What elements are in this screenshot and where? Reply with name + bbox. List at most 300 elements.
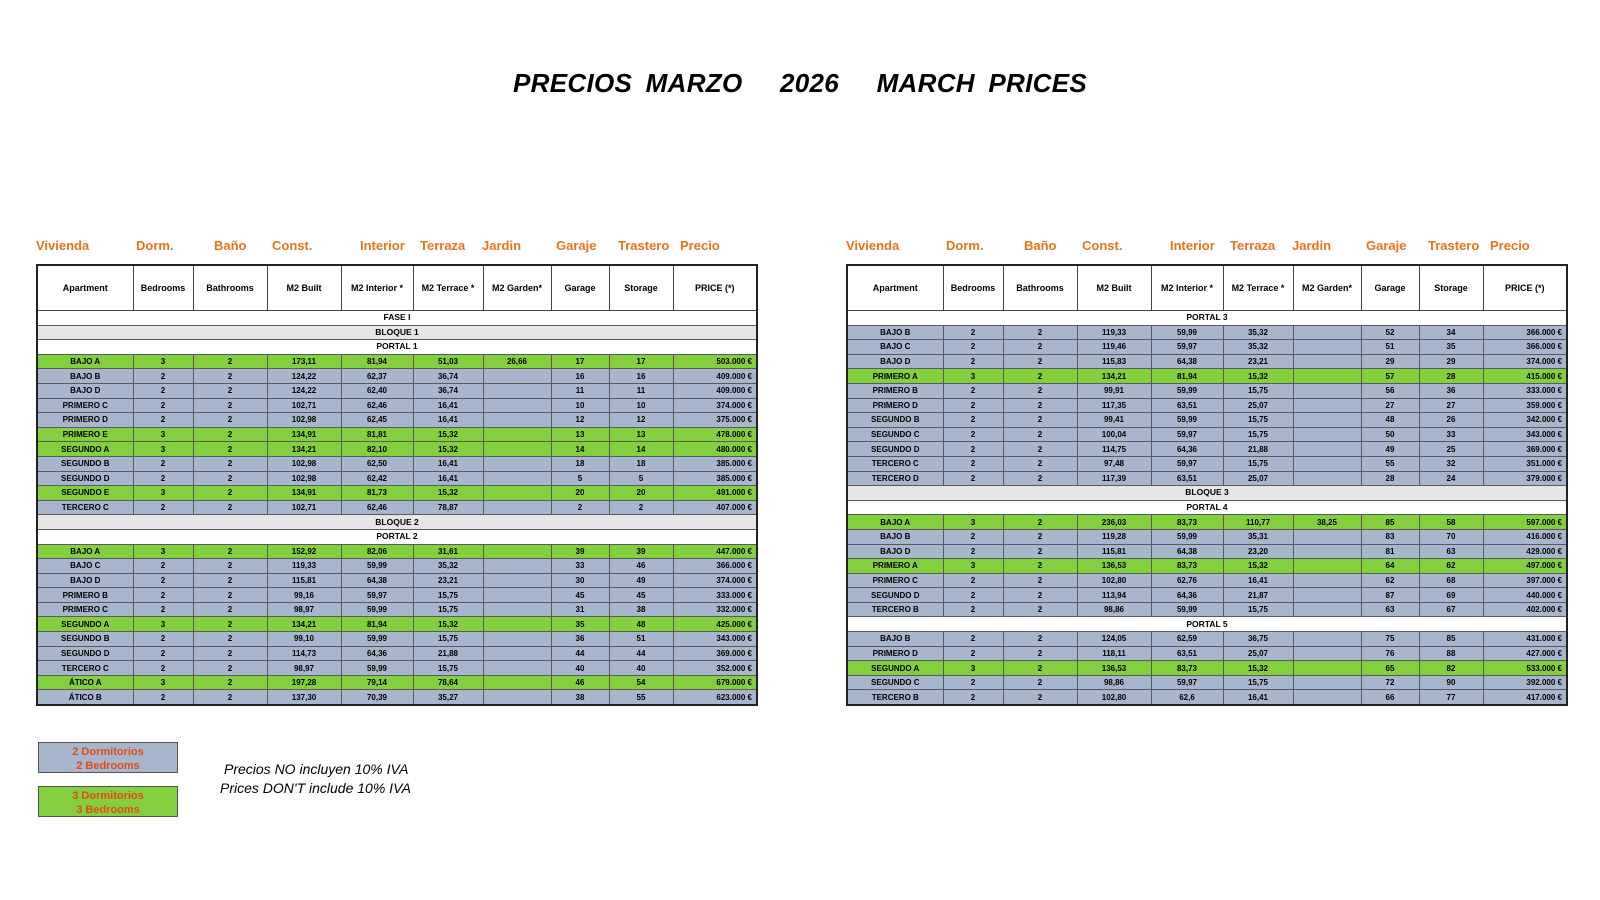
- table-cell: 124,22: [267, 383, 341, 398]
- table-cell: 2: [193, 675, 267, 690]
- table-cell: 2: [943, 442, 1003, 457]
- table-cell: 81,94: [341, 354, 413, 369]
- section-row: [847, 500, 1567, 515]
- table-cell: 15,75: [1223, 675, 1293, 690]
- table-row: [847, 471, 1567, 486]
- table-cell: [1293, 427, 1361, 442]
- table-cell: 415.000 €: [1483, 369, 1567, 384]
- table-cell: 2: [943, 544, 1003, 559]
- table-cell: 2: [133, 690, 193, 705]
- spanish-header: Interior: [1170, 238, 1215, 253]
- legend-three-bed-es: 3 Dormitorios: [72, 790, 144, 802]
- table-cell: 35: [1419, 340, 1483, 355]
- table-cell: 15,32: [413, 486, 483, 501]
- table-cell: 124,22: [267, 369, 341, 384]
- table-row: [37, 559, 757, 574]
- spanish-header: Jardin: [1292, 238, 1332, 253]
- table-cell: 2: [1003, 632, 1077, 647]
- table-cell: 63,51: [1151, 646, 1223, 661]
- section-label: BLOQUE 1: [37, 325, 757, 340]
- table-cell: 59,99: [1151, 529, 1223, 544]
- table-cell: 59,99: [341, 559, 413, 574]
- table-row: [37, 442, 757, 457]
- spanish-header: Interior: [360, 238, 405, 253]
- table-cell: 35,31: [1223, 529, 1293, 544]
- table-cell: 2: [1003, 340, 1077, 355]
- table-cell: 2: [1003, 471, 1077, 486]
- price-table-right: [846, 264, 1568, 706]
- table-cell: 2: [943, 675, 1003, 690]
- table-cell: [1293, 325, 1361, 340]
- table-cell: 2: [1003, 383, 1077, 398]
- table-cell: 2: [193, 427, 267, 442]
- table-row: [37, 398, 757, 413]
- section-label: FASE I: [37, 311, 757, 326]
- table-cell: BAJO B: [37, 369, 133, 384]
- table-cell: 40: [551, 661, 609, 676]
- table-cell: 2: [1003, 690, 1077, 705]
- table-cell: 497.000 €: [1483, 559, 1567, 574]
- table-row: [37, 690, 757, 705]
- table-cell: 59,99: [341, 661, 413, 676]
- table-cell: BAJO B: [847, 325, 943, 340]
- table-cell: BAJO A: [37, 354, 133, 369]
- table-cell: 2: [943, 602, 1003, 617]
- table-cell: 51,03: [413, 354, 483, 369]
- table-cell: 38: [551, 690, 609, 705]
- section-label: PORTAL 3: [847, 311, 1567, 326]
- table-cell: 48: [609, 617, 673, 632]
- table-cell: BAJO D: [847, 354, 943, 369]
- table-cell: 35,32: [413, 559, 483, 574]
- table-cell: 333.000 €: [673, 588, 757, 603]
- table-cell: 88: [1419, 646, 1483, 661]
- table-cell: 16,41: [1223, 690, 1293, 705]
- spanish-header: Dorm.: [946, 238, 984, 253]
- table-cell: 2: [133, 456, 193, 471]
- table-cell: 117,35: [1077, 398, 1151, 413]
- table-cell: 15,75: [413, 661, 483, 676]
- table-cell: 27: [1419, 398, 1483, 413]
- table-row: [37, 602, 757, 617]
- table-cell: [1293, 442, 1361, 457]
- table-cell: 2: [1003, 427, 1077, 442]
- table-cell: 62,59: [1151, 632, 1223, 647]
- table-cell: 343.000 €: [1483, 427, 1567, 442]
- table-cell: 81,94: [1151, 369, 1223, 384]
- table-cell: SEGUNDO C: [847, 675, 943, 690]
- table-cell: 99,10: [267, 632, 341, 647]
- table-cell: [1293, 675, 1361, 690]
- table-cell: 5: [609, 471, 673, 486]
- table-cell: 98,86: [1077, 602, 1151, 617]
- table-row: [37, 632, 757, 647]
- table-cell: 679.000 €: [673, 675, 757, 690]
- column-header: Storage: [1419, 265, 1483, 311]
- table-cell: 369.000 €: [673, 646, 757, 661]
- table-cell: 59,97: [1151, 340, 1223, 355]
- table-cell: 409.000 €: [673, 383, 757, 398]
- vat-note-spanish: Precios NO incluyen 10% IVA: [224, 761, 409, 777]
- table-cell: 134,21: [267, 442, 341, 457]
- table-cell: 134,21: [1077, 369, 1151, 384]
- legend-three-bedrooms: [38, 786, 178, 817]
- table-cell: BAJO B: [847, 632, 943, 647]
- table-cell: PRIMERO D: [37, 413, 133, 428]
- table-row: [847, 646, 1567, 661]
- table-cell: 58: [1419, 515, 1483, 530]
- table-row: [847, 602, 1567, 617]
- table-cell: TERCERO C: [37, 500, 133, 515]
- table-cell: 385.000 €: [673, 471, 757, 486]
- table-cell: TERCERO D: [847, 471, 943, 486]
- table-cell: 35,32: [1223, 325, 1293, 340]
- table-cell: 59,99: [1151, 325, 1223, 340]
- table-cell: 16,41: [413, 398, 483, 413]
- table-cell: 2: [943, 427, 1003, 442]
- table-cell: 102,80: [1077, 690, 1151, 705]
- table-cell: SEGUNDO A: [37, 617, 133, 632]
- table-cell: 110,77: [1223, 515, 1293, 530]
- table-cell: SEGUNDO C: [847, 427, 943, 442]
- column-header: Bedrooms: [133, 265, 193, 311]
- table-cell: 2: [943, 325, 1003, 340]
- table-cell: 52: [1361, 325, 1419, 340]
- table-cell: TERCERO C: [37, 661, 133, 676]
- table-cell: 2: [193, 486, 267, 501]
- table-cell: 15,75: [1223, 456, 1293, 471]
- table-row: [847, 325, 1567, 340]
- table-cell: 119,28: [1077, 529, 1151, 544]
- table-cell: [1293, 573, 1361, 588]
- table-cell: 124,05: [1077, 632, 1151, 647]
- spanish-header: Const.: [272, 238, 313, 253]
- table-cell: 90: [1419, 675, 1483, 690]
- table-cell: 3: [943, 661, 1003, 676]
- price-table-left: [36, 264, 758, 706]
- spanish-header-row: [846, 238, 1566, 258]
- table-cell: 23,21: [413, 573, 483, 588]
- table-cell: [483, 559, 551, 574]
- table-cell: 2: [943, 398, 1003, 413]
- table-cell: PRIMERO D: [847, 646, 943, 661]
- table-cell: 59,99: [1151, 413, 1223, 428]
- table-cell: [483, 456, 551, 471]
- table-cell: 2: [1003, 515, 1077, 530]
- table-cell: 64,38: [1151, 354, 1223, 369]
- table-cell: [1293, 471, 1361, 486]
- table-cell: 351.000 €: [1483, 456, 1567, 471]
- table-cell: 13: [609, 427, 673, 442]
- section-row: [37, 325, 757, 340]
- table-cell: 30: [551, 573, 609, 588]
- table-cell: 87: [1361, 588, 1419, 603]
- table-cell: 85: [1361, 515, 1419, 530]
- table-cell: 102,98: [267, 456, 341, 471]
- table-cell: [483, 602, 551, 617]
- table-cell: 392.000 €: [1483, 675, 1567, 690]
- table-cell: 3: [133, 354, 193, 369]
- table-cell: 375.000 €: [673, 413, 757, 428]
- section-row: [37, 340, 757, 355]
- table-row: [37, 413, 757, 428]
- table-cell: [483, 675, 551, 690]
- table-cell: [483, 369, 551, 384]
- table-cell: 3: [133, 544, 193, 559]
- table-cell: 2: [1003, 369, 1077, 384]
- table-cell: 62: [1361, 573, 1419, 588]
- table-cell: PRIMERO E: [37, 427, 133, 442]
- table-row: [847, 559, 1567, 574]
- table-cell: 35: [551, 617, 609, 632]
- table-cell: 2: [193, 500, 267, 515]
- spanish-header: Vivienda: [846, 238, 900, 253]
- table-cell: 49: [609, 573, 673, 588]
- table-cell: 15,32: [1223, 661, 1293, 676]
- table-cell: [1293, 588, 1361, 603]
- table-cell: 35,32: [1223, 340, 1293, 355]
- table-cell: [483, 661, 551, 676]
- table-cell: 59,99: [1151, 383, 1223, 398]
- table-cell: 342.000 €: [1483, 413, 1567, 428]
- table-cell: 49: [1361, 442, 1419, 457]
- section-label: PORTAL 1: [37, 340, 757, 355]
- table-cell: 20: [551, 486, 609, 501]
- table-cell: 197,28: [267, 675, 341, 690]
- legend-two-bed-es: 2 Dormitorios: [72, 746, 144, 758]
- spanish-header: Precio: [1490, 238, 1530, 253]
- table-cell: SEGUNDO A: [37, 442, 133, 457]
- table-cell: BAJO B: [847, 529, 943, 544]
- table-cell: 115,81: [1077, 544, 1151, 559]
- table-cell: 62,40: [341, 383, 413, 398]
- table-cell: PRIMERO D: [847, 398, 943, 413]
- table-cell: 44: [609, 646, 673, 661]
- table-cell: 17: [609, 354, 673, 369]
- table-cell: 3: [133, 486, 193, 501]
- table-cell: 3: [133, 675, 193, 690]
- table-cell: 2: [193, 632, 267, 647]
- table-cell: 115,83: [1077, 354, 1151, 369]
- table-cell: 137,30: [267, 690, 341, 705]
- table-cell: 417.000 €: [1483, 690, 1567, 705]
- table-cell: 63,51: [1151, 398, 1223, 413]
- table-cell: 44: [551, 646, 609, 661]
- table-cell: 118,11: [1077, 646, 1151, 661]
- table-row: [847, 398, 1567, 413]
- table-cell: 2: [943, 588, 1003, 603]
- table-cell: 119,33: [1077, 325, 1151, 340]
- table-cell: 2: [1003, 325, 1077, 340]
- table-cell: 21,87: [1223, 588, 1293, 603]
- table-cell: 72: [1361, 675, 1419, 690]
- table-cell: 64,36: [341, 646, 413, 661]
- table-cell: 36,75: [1223, 632, 1293, 647]
- table-cell: [1293, 690, 1361, 705]
- table-cell: 119,33: [267, 559, 341, 574]
- table-cell: 39: [551, 544, 609, 559]
- table-row: [37, 500, 757, 515]
- table-cell: 59,97: [1151, 456, 1223, 471]
- table-cell: 15,32: [413, 617, 483, 632]
- table-cell: 15,32: [413, 442, 483, 457]
- table-cell: 2: [133, 588, 193, 603]
- table-cell: 2: [1003, 573, 1077, 588]
- table-cell: 21,88: [1223, 442, 1293, 457]
- table-cell: 82,10: [341, 442, 413, 457]
- table-cell: 2: [193, 559, 267, 574]
- table-cell: 2: [1003, 602, 1077, 617]
- table-row: [847, 588, 1567, 603]
- table-cell: BAJO C: [37, 559, 133, 574]
- table-cell: 82,06: [341, 544, 413, 559]
- table-cell: 2: [1003, 588, 1077, 603]
- spanish-header: Baño: [1024, 238, 1057, 253]
- table-cell: 83,73: [1151, 559, 1223, 574]
- table-cell: 62,50: [341, 456, 413, 471]
- table-cell: 2: [1003, 413, 1077, 428]
- table-cell: SEGUNDO B: [847, 413, 943, 428]
- spanish-header: Garaje: [1366, 238, 1407, 253]
- table-cell: 38: [609, 602, 673, 617]
- table-cell: PRIMERO C: [847, 573, 943, 588]
- table-cell: 416.000 €: [1483, 529, 1567, 544]
- table-cell: 352.000 €: [673, 661, 757, 676]
- table-cell: BAJO D: [37, 383, 133, 398]
- spanish-header: Const.: [1082, 238, 1123, 253]
- table-cell: 55: [609, 690, 673, 705]
- table-cell: 2: [193, 354, 267, 369]
- table-cell: 3: [943, 369, 1003, 384]
- table-cell: 2: [1003, 544, 1077, 559]
- table-cell: 2: [193, 442, 267, 457]
- title-english: MARCH PRICES: [876, 68, 1087, 98]
- table-cell: [1293, 661, 1361, 676]
- section-row: [37, 529, 757, 544]
- table-cell: 17: [551, 354, 609, 369]
- table-cell: 15,32: [413, 427, 483, 442]
- section-row: [847, 486, 1567, 501]
- table-cell: 533.000 €: [1483, 661, 1567, 676]
- table-row: [847, 515, 1567, 530]
- table-cell: 36,74: [413, 383, 483, 398]
- table-cell: BAJO D: [847, 544, 943, 559]
- table-cell: SEGUNDO D: [847, 442, 943, 457]
- table-cell: 2: [193, 544, 267, 559]
- table-cell: 369.000 €: [1483, 442, 1567, 457]
- table-cell: 2: [1003, 456, 1077, 471]
- table-cell: 28: [1361, 471, 1419, 486]
- table-cell: BAJO C: [847, 340, 943, 355]
- table-cell: 15,32: [1223, 559, 1293, 574]
- table-cell: 10: [609, 398, 673, 413]
- table-cell: 2: [133, 661, 193, 676]
- section-row: [37, 311, 757, 326]
- table-cell: 59,97: [1151, 675, 1223, 690]
- table-cell: [483, 442, 551, 457]
- table-cell: 29: [1361, 354, 1419, 369]
- table-cell: 18: [551, 456, 609, 471]
- table-cell: 34: [1419, 325, 1483, 340]
- table-cell: 98,97: [267, 602, 341, 617]
- section-row: [847, 311, 1567, 326]
- table-row: [37, 675, 757, 690]
- table-cell: 102,98: [267, 413, 341, 428]
- table-cell: 2: [133, 413, 193, 428]
- table-cell: TERCERO B: [847, 690, 943, 705]
- table-cell: 50: [1361, 427, 1419, 442]
- table-cell: 59,99: [341, 602, 413, 617]
- table-cell: 113,94: [1077, 588, 1151, 603]
- table-cell: 2: [133, 398, 193, 413]
- table-cell: 333.000 €: [1483, 383, 1567, 398]
- table-cell: 21,88: [413, 646, 483, 661]
- spanish-header: Terraza: [1230, 238, 1276, 253]
- table-row: [37, 544, 757, 559]
- column-header: Apartment: [847, 265, 943, 311]
- table-cell: 62: [1419, 559, 1483, 574]
- table-cell: 115,81: [267, 573, 341, 588]
- table-cell: PRIMERO A: [847, 559, 943, 574]
- table-cell: [1293, 413, 1361, 428]
- table-cell: 491.000 €: [673, 486, 757, 501]
- table-cell: 2: [133, 602, 193, 617]
- table-cell: 2: [943, 383, 1003, 398]
- table-cell: 85: [1419, 632, 1483, 647]
- table-cell: 16,41: [413, 471, 483, 486]
- table-cell: 332.000 €: [673, 602, 757, 617]
- table-cell: 97,48: [1077, 456, 1151, 471]
- price-table-left-block: [36, 238, 756, 706]
- title-spanish: PRECIOS MARZO: [513, 68, 743, 98]
- spanish-header: Precio: [680, 238, 720, 253]
- column-header: Storage: [609, 265, 673, 311]
- table-cell: 425.000 €: [673, 617, 757, 632]
- table-row: [37, 661, 757, 676]
- section-label: PORTAL 2: [37, 529, 757, 544]
- table-cell: 51: [1361, 340, 1419, 355]
- table-cell: 15,75: [413, 632, 483, 647]
- table-cell: ÁTICO B: [37, 690, 133, 705]
- table-cell: 48: [1361, 413, 1419, 428]
- table-cell: 2: [193, 602, 267, 617]
- table-cell: 134,91: [267, 427, 341, 442]
- table-cell: 2: [193, 471, 267, 486]
- table-cell: [1293, 340, 1361, 355]
- table-cell: SEGUNDO A: [847, 661, 943, 676]
- table-cell: 45: [609, 588, 673, 603]
- table-cell: 62,42: [341, 471, 413, 486]
- table-cell: 2: [133, 632, 193, 647]
- table-cell: 2: [133, 471, 193, 486]
- table-cell: 15,75: [1223, 413, 1293, 428]
- table-row: [37, 471, 757, 486]
- column-header: Garage: [551, 265, 609, 311]
- table-cell: 62,6: [1151, 690, 1223, 705]
- table-cell: 36,74: [413, 369, 483, 384]
- legend-three-bed-en: 3 Bedrooms: [76, 804, 140, 816]
- table-cell: 62,37: [341, 369, 413, 384]
- table-cell: 12: [551, 413, 609, 428]
- column-header: M2 Garden*: [1293, 265, 1361, 311]
- table-cell: 2: [943, 456, 1003, 471]
- table-row: [37, 573, 757, 588]
- table-cell: 59,99: [341, 632, 413, 647]
- table-cell: 83,73: [1151, 661, 1223, 676]
- table-cell: 114,73: [267, 646, 341, 661]
- table-cell: [1293, 646, 1361, 661]
- table-cell: BAJO A: [847, 515, 943, 530]
